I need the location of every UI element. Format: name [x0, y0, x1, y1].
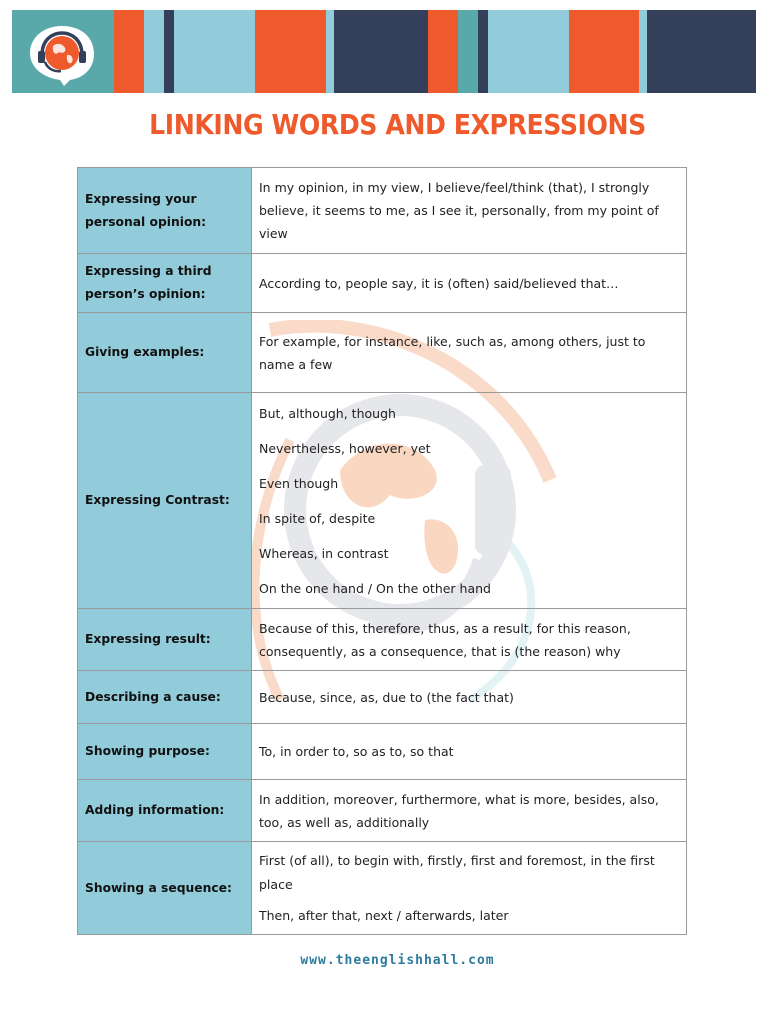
expression-text: First (of all), to begin with, firstly, first and foremost, in the first place: [259, 852, 655, 892]
banner-stripe: [164, 10, 174, 93]
expression-text: Then, after that, next / afterwards, later: [259, 907, 509, 923]
banner-stripe: [647, 10, 756, 93]
category-cell: Showing purpose:: [78, 724, 252, 780]
expression-cell: [252, 168, 687, 254]
expression-cell: [252, 671, 687, 724]
banner-stripe: [255, 10, 326, 93]
expression-text: Because, since, as, due to (the fact that): [259, 689, 514, 705]
header-banner: [12, 10, 756, 93]
expression-cell: [252, 609, 687, 671]
expression-text: Nevertheless, however, yet: [259, 440, 431, 456]
table-row: [78, 313, 687, 393]
table-row: [78, 780, 687, 842]
category-cell: Expressing Contrast:: [78, 393, 252, 609]
expression-text: In spite of, despite: [259, 510, 376, 526]
expression-cell: [252, 313, 687, 393]
expression-text: For example, for instance, like, such as, among others, just to name a few: [259, 333, 646, 372]
expression-text: To, in order to, so as to, so that: [259, 744, 454, 759]
category-cell: Expressing result:: [78, 609, 252, 671]
category-cell: Expressing your personal opinion:: [78, 168, 252, 254]
expression-text: Because of this, therefore, thus, as a result, for this reason, consequently, as a consequence, that is (the reason) why: [259, 620, 631, 659]
banner-stripe: [478, 10, 488, 93]
banner-stripe: [639, 10, 647, 93]
table-row: [78, 609, 687, 671]
banner-stripe: [334, 10, 428, 93]
expression-cell: [252, 842, 687, 935]
expression-cell: [252, 393, 687, 609]
expression-text: Whereas, in contrast: [259, 545, 389, 561]
banner-stripe: [428, 10, 458, 93]
banner-stripe: [114, 10, 144, 93]
banner-stripe: [144, 10, 164, 93]
expression-text: Even though: [259, 475, 339, 491]
category-cell: Expressing a third person’s opinion:: [78, 254, 252, 313]
category-cell: Showing a sequence:: [78, 842, 252, 935]
expression-text: On the one hand / On the other hand: [259, 580, 491, 596]
expression-text: In my opinion, in my view, I believe/feel/think (that), I strongly believe, it seems to me, as I see it, personally, from my point of view: [259, 180, 659, 241]
linking-words-table: [77, 167, 687, 935]
category-cell: Giving examples:: [78, 313, 252, 393]
expression-text: But, although, though: [259, 405, 396, 421]
category-cell: Adding information:: [78, 780, 252, 842]
banner-stripe: [458, 10, 478, 93]
page-title: LINKING WORDS AND EXPRESSIONS: [149, 108, 646, 141]
expression-cell: [252, 254, 687, 313]
table-row: [78, 671, 687, 724]
footer-website-link[interactable]: www.theenglishhall.com: [300, 953, 495, 968]
table-row: [78, 842, 687, 935]
expression-text: According to, people say, it is (often) said/believed that…: [259, 275, 619, 291]
table-row: [78, 393, 687, 609]
banner-stripe: [326, 10, 334, 93]
expression-text: In addition, moreover, furthermore, what is more, besides, also, too, as well as, additionally: [259, 791, 659, 830]
banner-stripe: [488, 10, 569, 93]
globe-headset-logo-icon: [26, 22, 98, 88]
table-row: [78, 724, 687, 780]
table-row: [78, 168, 687, 254]
expression-cell: [252, 780, 687, 842]
expression-cell: [252, 724, 687, 780]
table-row: [78, 254, 687, 313]
category-cell: Describing a cause:: [78, 671, 252, 724]
banner-stripe: [174, 10, 255, 93]
banner-stripe: [569, 10, 639, 93]
